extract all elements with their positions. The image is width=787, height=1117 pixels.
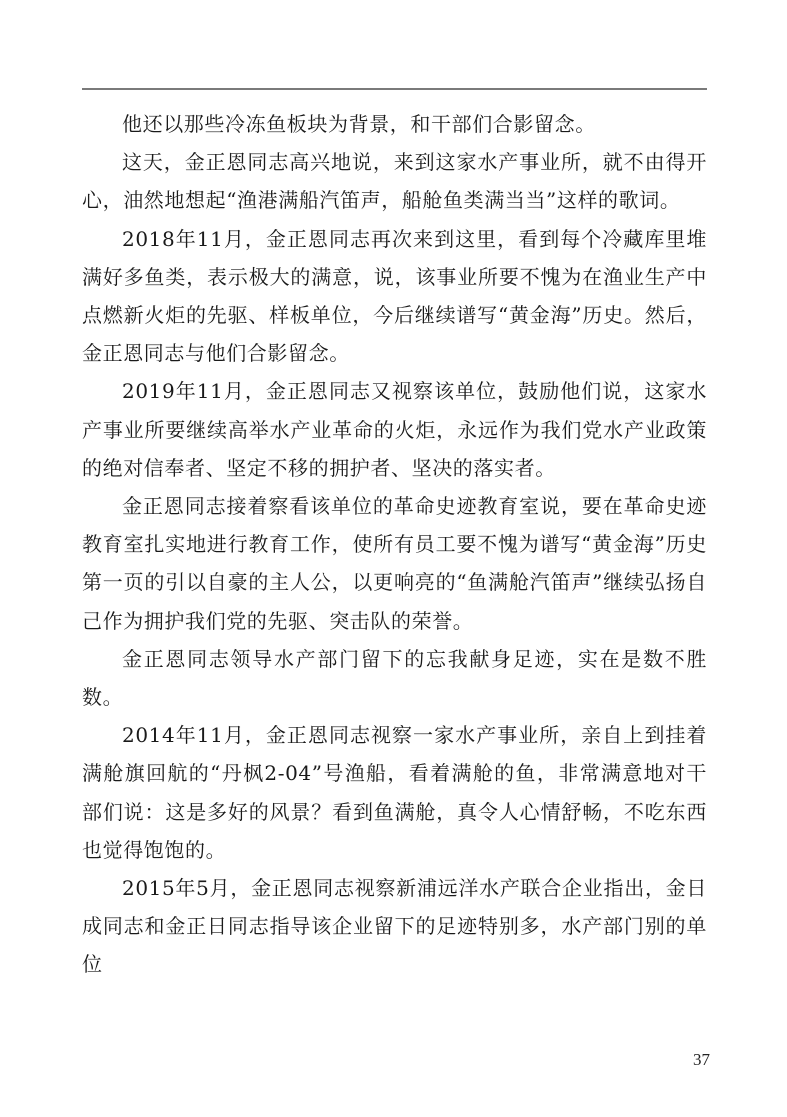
paragraph: 这天，金正恩同志高兴地说，来到这家水产事业所，就不由得开心，油然地想起“渔港满船汽笛声，船舱鱼类满当当”这样的歌词。	[82, 150, 707, 213]
paragraph: 2019年11月，金正恩同志又视察该单位，鼓励他们说，这家水产事业所要继续高举水产业革命的火炬，永远作为我们党水产业政策的绝对信奉者、坚定不移的拥护者、坚决的落实者。	[82, 379, 707, 480]
paragraph: 金正恩同志领导水产部门留下的忘我献身足迹，实在是数不胜数。	[82, 646, 707, 710]
paragraph: 2014年11月，金正恩同志视察一家水产事业所，亲自上到挂着满舱旗回航的“丹枫2-04”号渔船，看着满舱的鱼，非常满意地对干部们说：这是多好的风景？看到鱼满舱，真令人心情舒畅，不吃东西也觉得饱饱的。	[82, 723, 707, 862]
paragraph: 2018年11月，金正恩同志再次来到这里，看到每个冷藏库里堆满好多鱼类，表示极大的满意，说，该事业所要不愧为在渔业生产中点燃新火炬的先驱、样板单位，今后继续谱写“黄金海”历史。然后，金正恩同志与他们合影留念。	[82, 226, 707, 366]
paragraph: 金正恩同志接着察看该单位的革命史迹教育室说，要在革命史迹教育室扎实地进行教育工作，使所有员工要不愧为谱写“黄金海”历史第一页的引以自豪的主人公，以更响亮的“鱼满舱汽笛声”继续弘扬自己作为拥护我们党的先驱、突击队的荣誉。	[82, 494, 707, 633]
page-body	[82, 105, 707, 984]
paragraph: 2015年5月，金正恩同志视察新浦远洋水产联合企业指出，金日成同志和金正日同志指导该企业留下的足迹特别多，水产部门别的单位	[82, 876, 707, 977]
paragraph: 他还以那些冷冻鱼板块为背景，和干部们合影留念。	[122, 112, 596, 136]
header-rule	[82, 88, 707, 90]
page-number: 37	[693, 1050, 710, 1069]
